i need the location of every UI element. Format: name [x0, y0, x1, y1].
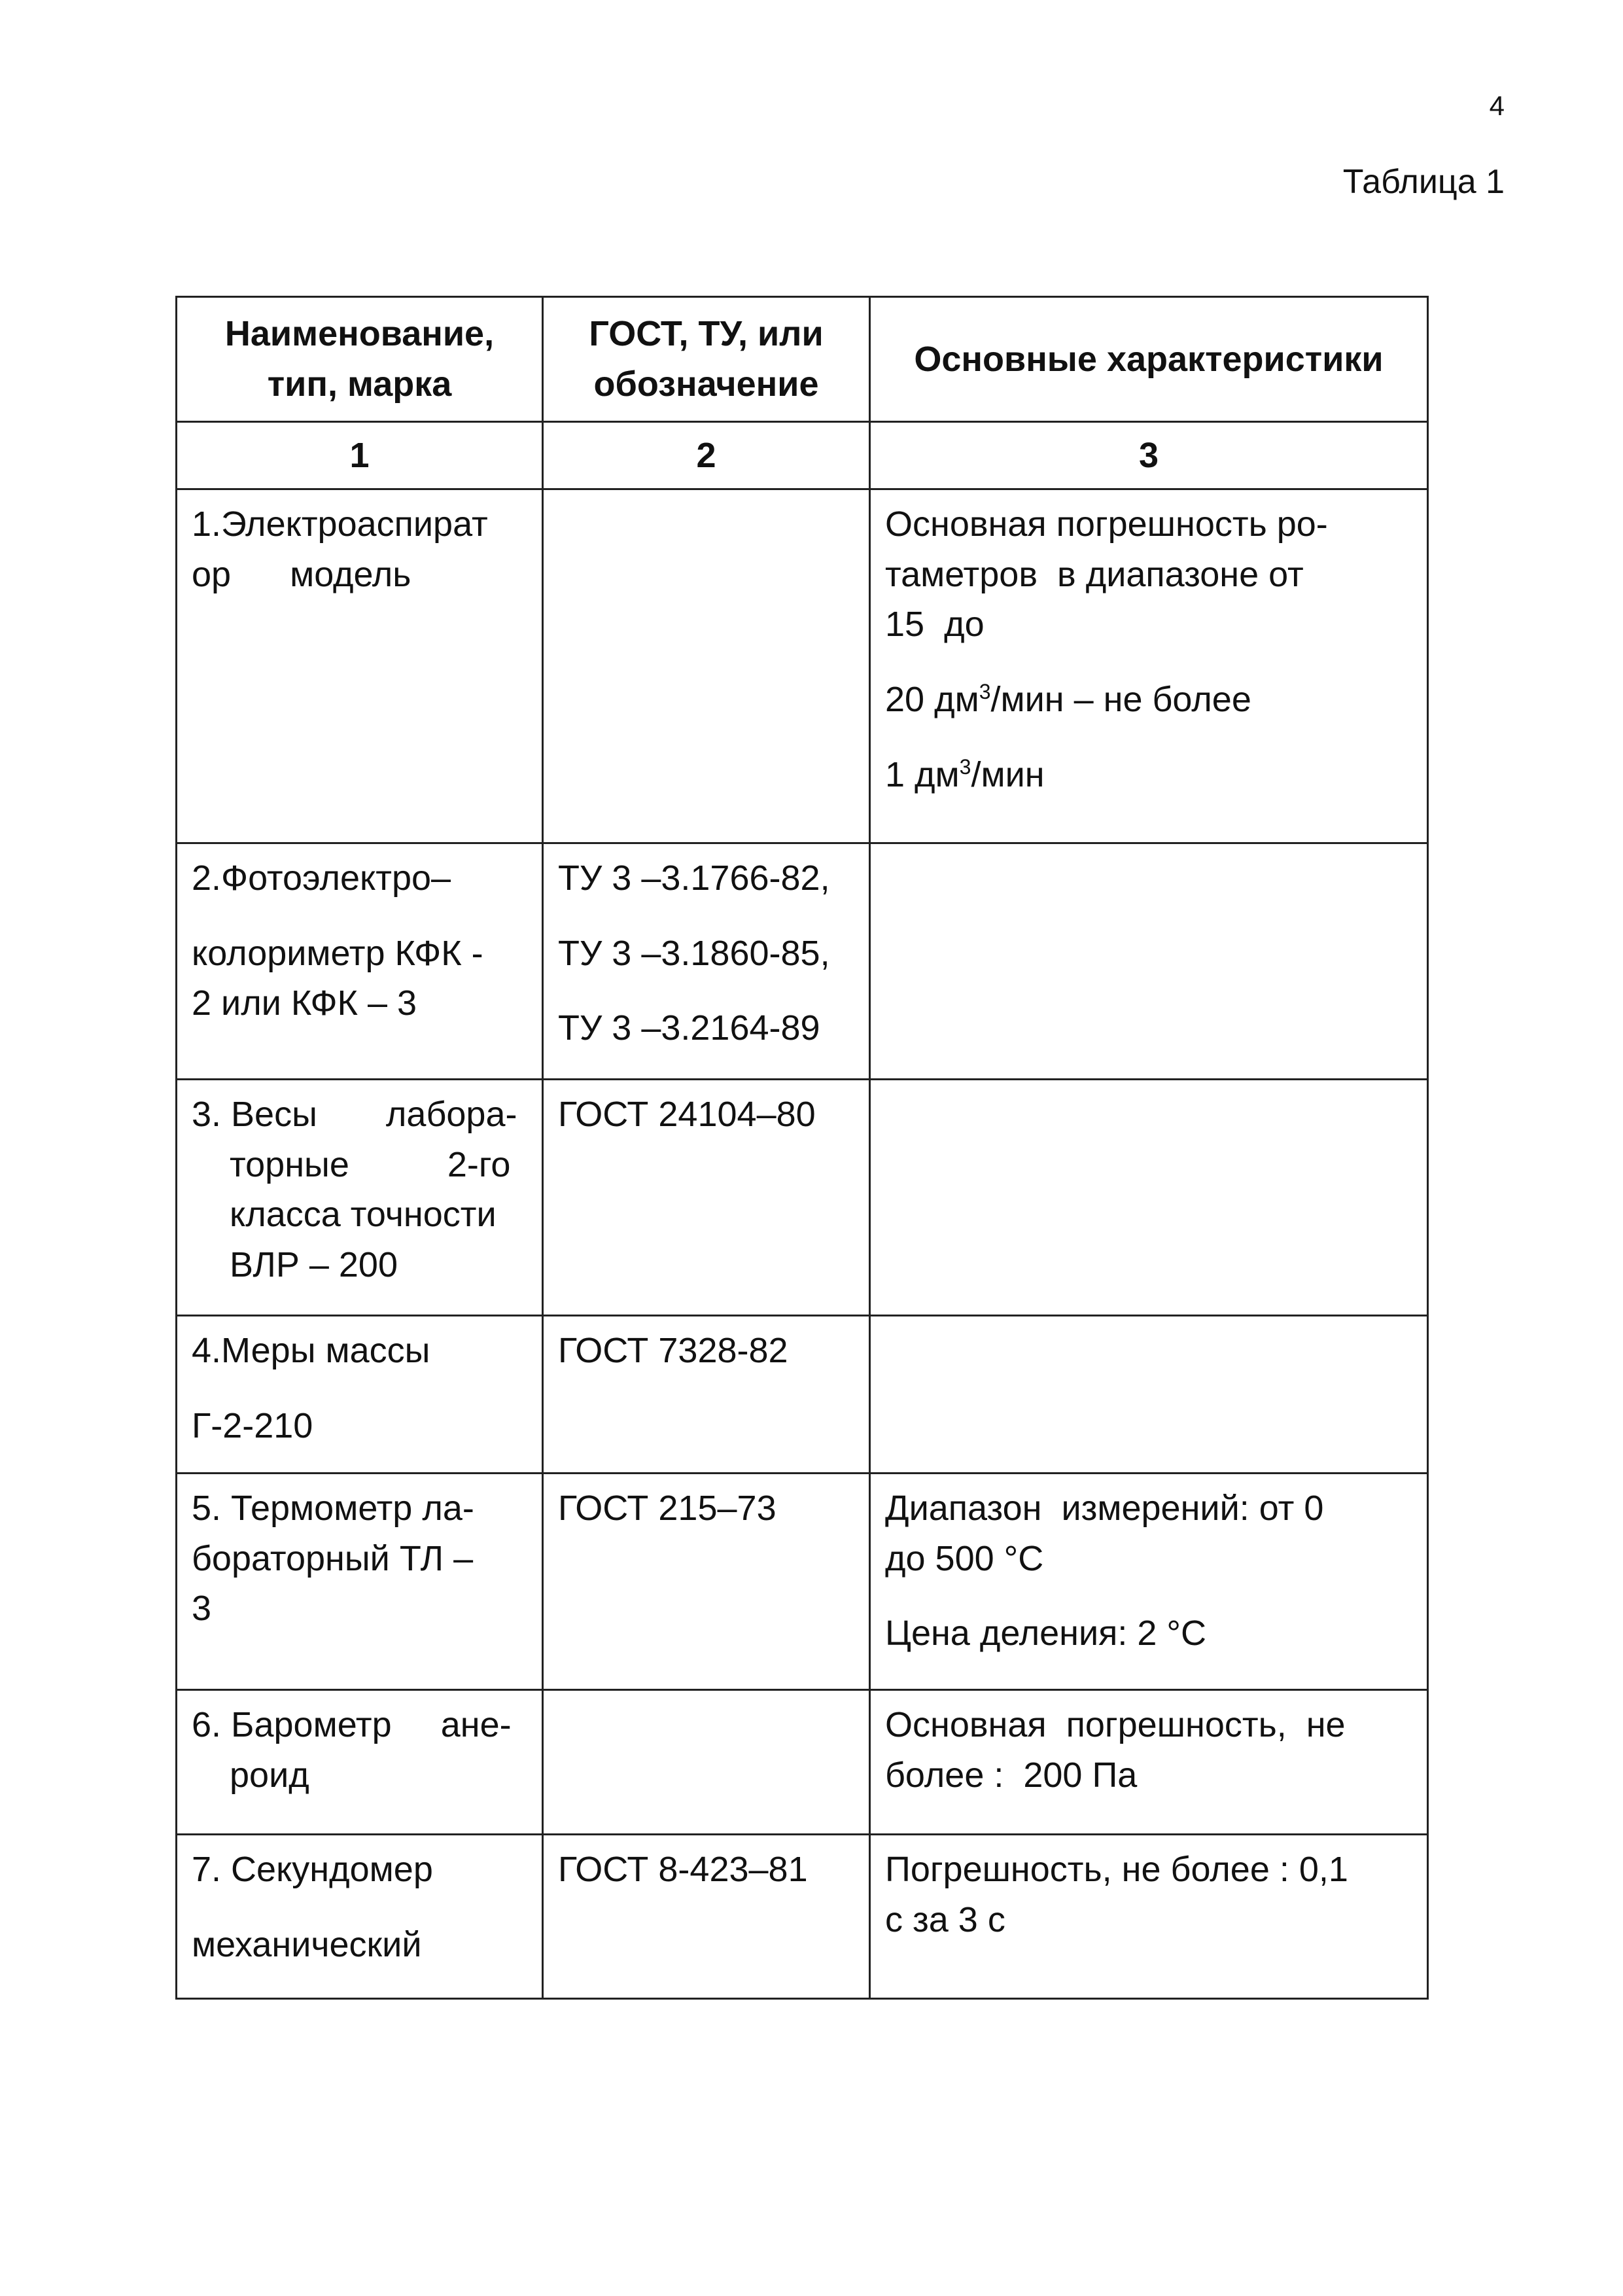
header-gost: ГОСТ, ТУ, или обозначение — [543, 297, 870, 422]
table-row — [177, 489, 1428, 843]
cell-gost: ГОСТ 7328-82 — [543, 1316, 870, 1474]
equipment-table — [175, 296, 1429, 2000]
table-row — [177, 843, 1428, 1080]
cell-gost: ГОСТ 215–73 — [543, 1474, 870, 1690]
header-characteristics: Основные характеристики — [870, 297, 1428, 422]
cell-characteristics — [870, 1316, 1428, 1474]
cell-characteristics: Основная погрешность ро- таметров в диапазоне от 15 до 20 $дм^3$/мин – не более 1 $дм^3$/мин — [870, 489, 1428, 843]
cell-name: 3. Весы лабора- торные 2-го класса точности ВЛР – 200 — [177, 1080, 543, 1316]
cell-characteristics: Основная погрешность, не более : 200 Па — [870, 1690, 1428, 1835]
table-row — [177, 1080, 1428, 1316]
column-number-row — [177, 422, 1428, 489]
cell-gost: ГОСТ 24104–80 — [543, 1080, 870, 1316]
cell-name: 6. Барометр ане- роид — [177, 1690, 543, 1835]
column-number: 3 — [870, 422, 1428, 489]
cell-gost — [543, 1690, 870, 1835]
cell-name: 5. Термометр ла- бораторный ТЛ – 3 — [177, 1474, 543, 1690]
cell-gost — [543, 489, 870, 843]
table-row — [177, 1835, 1428, 1999]
cell-name: 2.Фотоэлектро– колориметр КФК - 2 или КФК – 3 — [177, 843, 543, 1080]
column-number: 2 — [543, 422, 870, 489]
table-row — [177, 1316, 1428, 1474]
cell-characteristics: Диапазон измерений: от 0 до 500 °С Цена деления: 2 °С — [870, 1474, 1428, 1690]
cell-gost: ТУ 3 –3.1766-82, ТУ 3 –3.1860-85, ТУ 3 –3.2164-89 — [543, 843, 870, 1080]
cell-name: 1.Электроаспират ор модель — [177, 489, 543, 843]
cell-characteristics: Погрешность, не более : 0,1 с за 3 с — [870, 1835, 1428, 1999]
cell-gost: ГОСТ 8-423–81 — [543, 1835, 870, 1999]
table-header-row — [177, 297, 1428, 422]
table-row — [177, 1690, 1428, 1835]
cell-characteristics — [870, 1080, 1428, 1316]
table-caption: Таблица 1 — [1342, 163, 1505, 201]
cell-characteristics — [870, 843, 1428, 1080]
column-number: 1 — [177, 422, 543, 489]
cell-name: 4.Меры массы Г-2-210 — [177, 1316, 543, 1474]
table-row — [177, 1474, 1428, 1690]
page-number: 4 — [1489, 90, 1505, 121]
cell-name: 7. Секундомер механический — [177, 1835, 543, 1999]
header-name-type-brand: Наименование, тип, марка — [177, 297, 543, 422]
